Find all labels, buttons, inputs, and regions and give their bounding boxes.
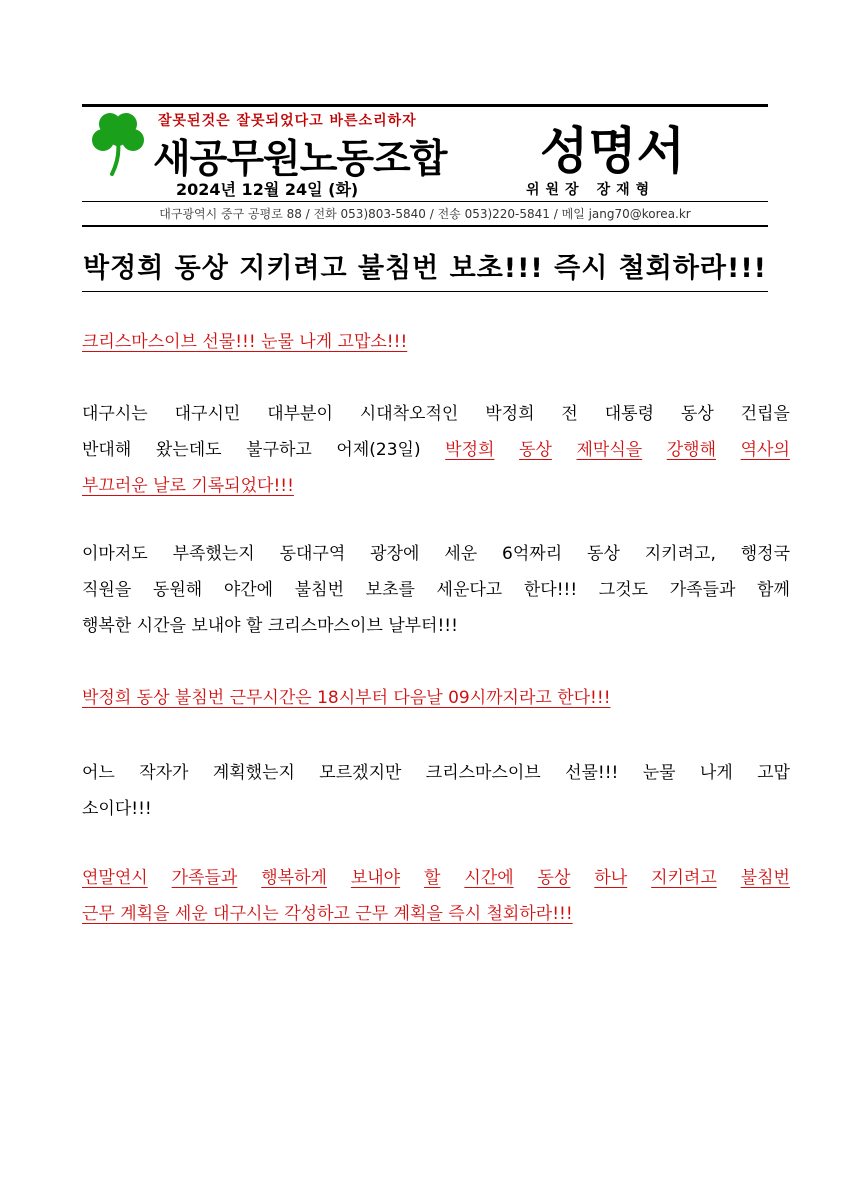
paragraph-3-line-2 [82, 569, 790, 605]
letterhead-middle-rule [82, 201, 768, 202]
paragraph-3-line-3: 행복한 시간을 보내야 할 크리스마스이브 날부터!!! [82, 615, 458, 636]
paragraph-1-line-1: 크리스마스이브 선물!!! 눈물 나게 고맙소!!! [82, 331, 408, 352]
document-type-title: 성명서 [540, 122, 685, 180]
word: 광장에 [370, 543, 420, 564]
word-highlight: 연말연시 [82, 867, 148, 888]
paragraph-6-line-1 [82, 857, 790, 893]
paragraph-4 [82, 677, 790, 713]
paragraph-2 [82, 393, 790, 501]
word-highlight: 보내야 [350, 867, 401, 888]
word-highlight: 할 [424, 867, 441, 888]
word: 동원해 [152, 579, 203, 600]
word: 계획했는지 [212, 762, 295, 783]
word-highlight: 가족들과 [171, 867, 238, 888]
word: 선물!!! [565, 762, 619, 783]
word: 6억짜리 [502, 543, 563, 564]
word: 동상 [680, 403, 714, 424]
word-highlight: 역사의 [740, 439, 790, 460]
word: 대구시는 [82, 403, 148, 424]
word: 시대착오적인 [359, 403, 459, 424]
word: 대통령 [604, 403, 654, 424]
word: 크리스마스이브 [425, 762, 541, 783]
word: 어제(23일) [336, 439, 421, 460]
word: 야간에 [223, 579, 274, 600]
paragraph-1 [82, 321, 790, 357]
word: 함께 [757, 579, 790, 600]
letterhead-top-rule [82, 104, 768, 107]
chair-title: 위원장 [526, 182, 585, 198]
paragraph-5-line-1 [82, 752, 790, 788]
paragraph-2-line-1 [82, 393, 790, 429]
paragraph-3 [82, 533, 790, 641]
word: 왔는데도 [155, 439, 222, 460]
word: 이마저도 [82, 543, 148, 564]
word: 대구시민 [174, 403, 241, 424]
word: 박정희 [485, 403, 535, 424]
paragraph-6 [82, 857, 790, 929]
word: 세운 [444, 543, 478, 564]
word-highlight: 불침번 [740, 867, 790, 888]
union-name: 새공무원노동조합 [153, 137, 447, 182]
word: 어느 [82, 762, 115, 783]
contact-info: 대구광역시 중구 공평로 88 / 전화 053)803-5840 / 전송 053)220-5841 / 메일 jang70@korea.kr [159, 207, 691, 221]
statement-date: 2024년 12월 24일 (화) [176, 180, 359, 199]
word: 눈물 [642, 762, 676, 783]
word: 동상 [587, 543, 620, 564]
word-highlight: 시간에 [464, 867, 514, 888]
word: 지키려고, [644, 543, 716, 564]
paragraph-6-line-2: 근무 계획을 세운 대구시는 각성하고 근무 계획을 즉시 철회하라!!! [82, 903, 573, 924]
chair-signature [526, 179, 655, 199]
word: 고맙 [757, 762, 790, 783]
word: 세운다고 [436, 579, 503, 600]
word: 그것도 [598, 579, 649, 600]
paragraph-2-line-2 [82, 429, 790, 465]
word: 나게 [699, 762, 733, 783]
word-highlight: 지키려고 [651, 867, 717, 888]
word: 불침번 [294, 579, 344, 600]
word-highlight: 동상 [519, 439, 552, 460]
word: 동대구역 [279, 543, 346, 564]
union-slogan: 잘못된것은 잘못되었다고 바른소리하자 [158, 113, 417, 129]
chair-name: 장재형 [596, 182, 656, 198]
word: 불구하고 [246, 439, 312, 460]
word-highlight: 강행해 [666, 439, 717, 460]
word: 건립을 [740, 403, 790, 424]
word: 작자가 [139, 762, 189, 783]
word-highlight: 동상 [537, 867, 571, 888]
word: 한다!!! [523, 579, 578, 600]
word: 부족했는지 [172, 543, 255, 564]
word-highlight: 박정희 [445, 439, 495, 460]
word-highlight: 행복하게 [261, 867, 327, 888]
word: 행정국 [740, 543, 790, 564]
headline-rule [82, 291, 768, 292]
word: 전 [561, 403, 578, 424]
word-highlight: 하나 [594, 867, 628, 888]
word: 반대해 [82, 439, 132, 460]
word: 보초를 [365, 579, 415, 600]
paragraph-5-line-2: 소이다!!! [82, 798, 152, 819]
word: 가족들과 [669, 579, 736, 600]
paragraph-2-line-3: 부끄러운 날로 기록되었다!!! [82, 475, 294, 496]
word: 직원을 [82, 579, 132, 600]
word: 모르겠지만 [319, 762, 402, 783]
clover-icon [90, 110, 146, 176]
statement-headline: 박정희 동상 지키려고 불침번 보초!!! 즉시 철회하라!!! [83, 253, 767, 284]
paragraph-3-line-1 [82, 533, 790, 569]
paragraph-5 [82, 752, 790, 824]
word-highlight: 제막식을 [576, 439, 643, 460]
paragraph-4-line-1: 박정희 동상 불침번 근무시간은 18시부터 다음날 09시까지라고 한다!!! [82, 687, 611, 708]
word: 대부분이 [267, 403, 333, 424]
letterhead-bottom-rule [82, 225, 768, 227]
